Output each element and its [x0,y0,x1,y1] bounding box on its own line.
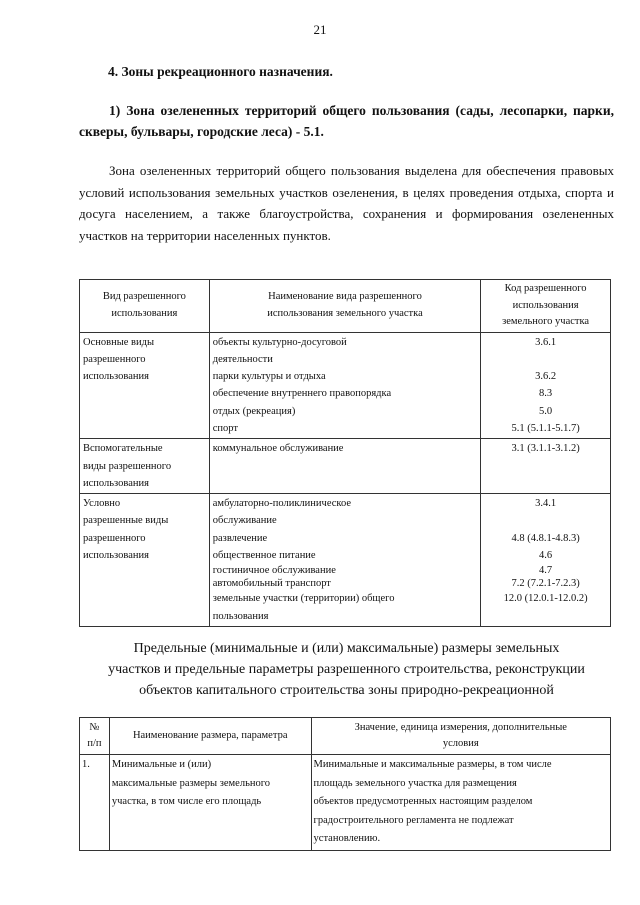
header-number: № п/п [80,718,110,755]
use-type-auxiliary: Вспомогательные виды разрешенного использования [80,439,210,494]
section-heading: 4. Зоны рекреационного назначения. [108,64,333,79]
table-header-row [80,718,611,755]
use-names-auxiliary: коммунальное обслуживание [209,439,480,494]
header-use-name: Наименование вида разрешенного использования земельного участка [209,280,480,333]
use-names-main: объекты культурно-досуговой деятельности парки культуры и отдыха обеспечение внутреннего правопорядка отдых (рекреация) спорт [209,332,480,439]
parameters-table [79,717,611,851]
param-number: 1. [80,755,110,851]
table-row [80,439,611,494]
header-use-code: Код разрешенного использования земельного участка [481,280,611,333]
use-codes-main: 3.6.1 3.6.2 8.3 5.0 5.1 (5.1.1-5.1.7) [481,332,611,439]
use-codes-auxiliary: 3.1 (3.1.1-3.1.2) [481,439,611,494]
header-parameter-name: Наименование размера, параметра [109,718,311,755]
table-row [80,494,611,627]
header-use-type: Вид разрешенного использования [80,280,210,333]
table-row [80,755,611,851]
use-codes-conditional: 3.4.1 4.8 (4.8.1-4.8.3) 4.6 4.7 7.2 (7.2.1-7.2.3) 12.0 (12.0.1-12.0.2) [481,494,611,627]
page-number: 21 [313,22,327,37]
use-type-conditional: Условно разрешенные виды разрешенного использования [80,494,210,627]
table-header-row [80,280,611,333]
subsection-heading: 1) Зона озелененных территорий общего пользования (сады, лесопарки, парки, скверы, бульвары, городские леса) - 5.1. [79,103,614,139]
table-row [80,332,611,439]
intro-paragraph: Зона озелененных территорий общего пользования выделена для обеспечения правовых условий использования земельных участков озеленения, в целях проведения отдыха, спорта и досуга населением, а также благоустройства, сохранения и формирования озелененных участков на территории населенных пунктов. [79,163,614,243]
permitted-uses-table [79,279,611,627]
use-names-conditional: амбулаторно-поликлиническое обслуживание развлечение общественное питание гостиничное обслуживание автомобильный транспорт земельные участки (территории) общего пользования [209,494,480,627]
param-value: Минимальные и максимальные размеры, в том числе площадь земельного участка для размещения объектов предусмотренных настоящим разделом градостроительного регламента не подлежат установлению. [311,755,610,851]
use-type-main: Основные виды разрешенного использования [80,332,210,439]
params-heading: Предельные (минимальные и (или) максимальные) размеры земельных участков и предельные параметры разрешенного строительства, реконструкции объектов капитального строительства зоны природно-рекреационной [108,641,585,698]
header-parameter-value: Значение, единица измерения, дополнительные условия [311,718,610,755]
param-name: Минимальные и (или) максимальные размеры земельного участка, в том числе его площадь [109,755,311,851]
